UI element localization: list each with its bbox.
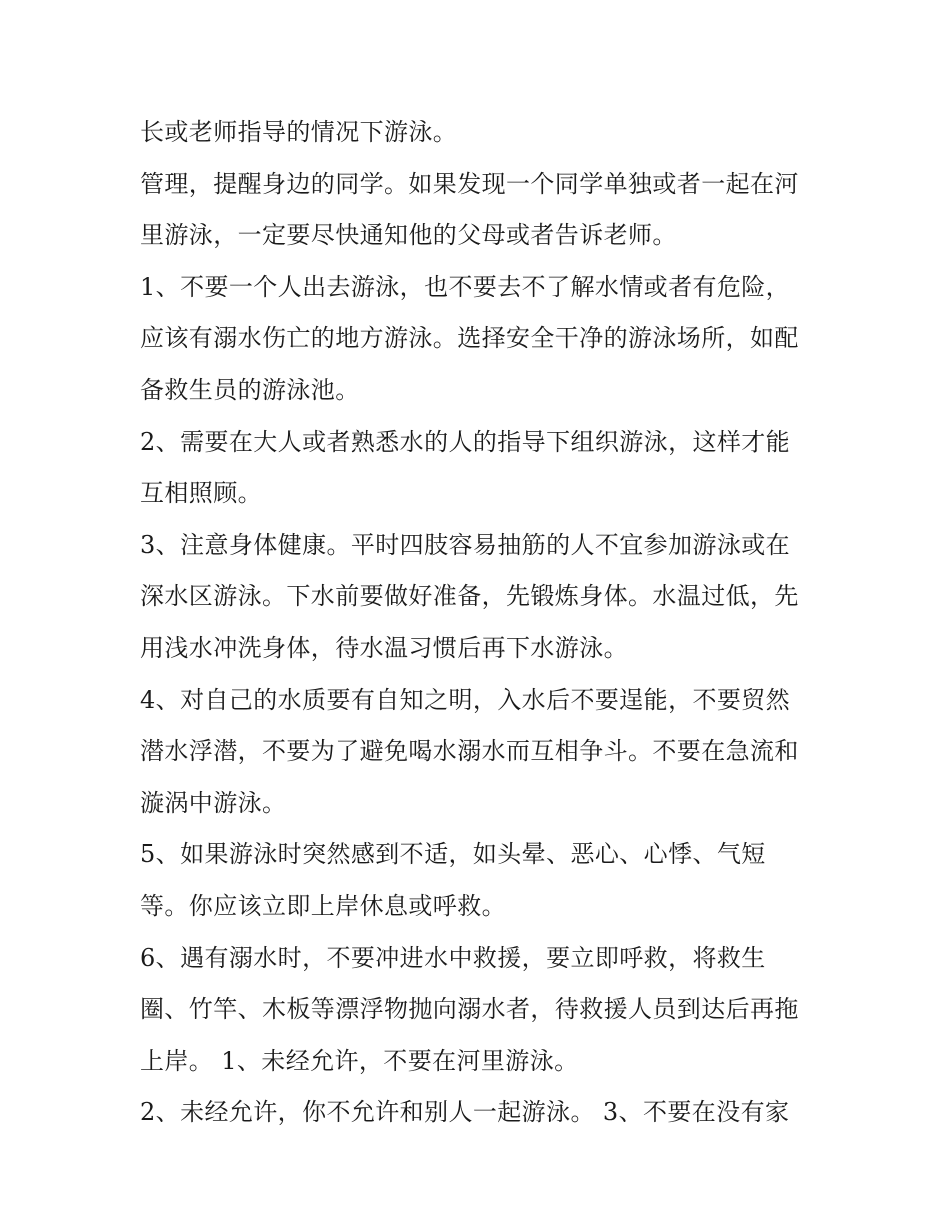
text-line: 互相照顾。 <box>140 479 262 508</box>
text-line: 潜水浮潜，不要为了避免喝水溺水而互相争斗。不要在急流和 <box>140 737 799 766</box>
text-line: 上岸。 1、未经允许，不要在河里游泳。 <box>140 1046 579 1075</box>
text-line: 用浅水冲洗身体，待水温习惯后再下水游泳。 <box>140 633 628 662</box>
text-line: 3、注意身体健康。平时四肢容易抽筋的人不宜参加游泳或在 <box>140 530 791 559</box>
text-line: 2、需要在大人或者熟悉水的人的指导下组织游泳，这样才能 <box>140 427 791 456</box>
text-line: 6、遇有溺水时，不要冲进水中救援，要立即呼救，将救生 <box>140 943 766 972</box>
text-line: 4、对自己的水质要有自知之明，入水后不要逞能，不要贸然 <box>140 685 791 714</box>
text-line: 管理，提醒身边的同学。如果发现一个同学单独或者一起在河 <box>140 169 799 198</box>
text-line: 深水区游泳。下水前要做好准备，先锻炼身体。水温过低，先 <box>140 582 799 611</box>
text-line: 圈、竹竿、木板等漂浮物抛向溺水者，待救援人员到达后再拖 <box>140 995 799 1024</box>
text-line: 5、如果游泳时突然感到不适，如头晕、恶心、心悸、气短 <box>140 840 766 869</box>
text-line: 应该有溺水伤亡的地方游泳。选择安全干净的游泳场所，如配 <box>140 324 799 353</box>
text-line: 漩涡中游泳。 <box>140 788 287 817</box>
document-body <box>140 107 830 1139</box>
text-line: 长或老师指导的情况下游泳。 <box>140 118 458 146</box>
text-line: 1、不要一个人出去游泳，也不要去不了解水情或者有危险， <box>140 272 791 301</box>
text-line: 等。你应该立即上岸休息或呼救。 <box>140 891 506 920</box>
text-line: 备救生员的游泳池。 <box>140 375 360 404</box>
text-line: 里游泳，一定要尽快通知他的父母或者告诉老师。 <box>140 221 677 250</box>
text-line: 2、未经允许，你不允许和别人一起游泳。 3、不要在没有家 <box>140 1098 790 1127</box>
